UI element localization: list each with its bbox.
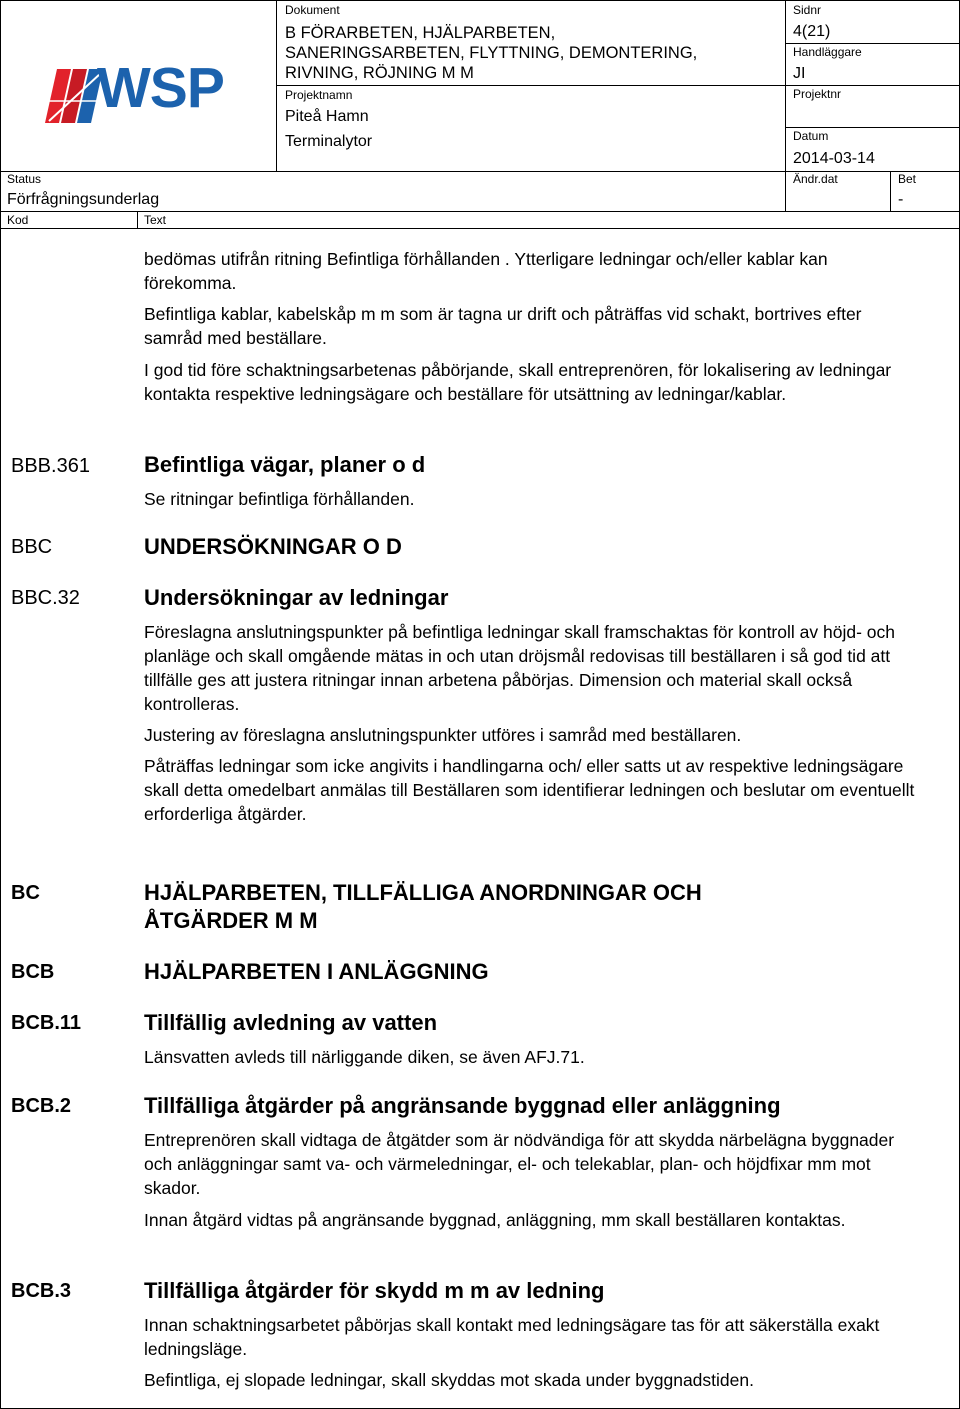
page-number-value: 4(21) xyxy=(793,23,831,40)
section-title-bcb: HJÄLPARBETEN I ANLÄGGNING xyxy=(144,959,489,984)
section-code-bbc32: BBC.32 xyxy=(11,587,80,609)
date-label: Datum xyxy=(793,129,829,143)
status-value: Förfrågningsunderlag xyxy=(7,191,160,208)
section-title-bcb11: Tillfällig avledning av vatten xyxy=(144,1010,438,1035)
paragraph-locate-lines: I god tid före schaktningsarbetenas påbörjande, skall entreprenören, för lokalisering av ledningar kontakta respektive ledningsägare och beställare för utsättning av ledningar/kablar. xyxy=(144,360,892,404)
kod-column-label: Kod xyxy=(7,213,29,227)
handler-value: JI xyxy=(793,65,806,82)
page-number-label: Sidnr xyxy=(793,3,822,17)
section-text-bcb2-1: Entreprenören skall vidtaga de åtgätder som är nödvändiga för att skydda närbelägna byggnader och anläggningar samt va- och värmeledningar, el- och telekablar, plan- och höjdfixar mm mot skador. xyxy=(144,1130,895,1198)
section-code-bc: BC xyxy=(11,882,40,904)
section-code-bcb2: BCB.2 xyxy=(11,1095,72,1117)
project-name-line-2: Terminalytor xyxy=(285,133,373,150)
section-text-bbb361: Se ritningar befintliga förhållanden. xyxy=(144,489,415,509)
section-code-bcb: BCB xyxy=(11,961,55,983)
section-title-bc: HJÄLPARBETEN, TILLFÄLLIGA ANORDNINGAR OCH ÅTGÄRDER M M xyxy=(144,880,702,933)
section-text-bcb2-2: Innan åtgärd vidtas på angränsande byggnad, anläggning, mm skall beställaren kontaktas. xyxy=(144,1210,846,1230)
bet-value: - xyxy=(898,191,904,208)
section-code-bcb11: BCB.11 xyxy=(11,1012,82,1034)
section-text-bcb3-1: Innan schaktningsarbetet påbörjas skall kontakt med ledningsägare tas för att säkerställa exakt ledningsläge. xyxy=(144,1315,880,1359)
section-text-bcb11: Länsvatten avleds till närliggande diken, se även AFJ.71. xyxy=(144,1047,585,1067)
document-title-line-1: B FÖRARBETEN, HJÄLPARBETEN, xyxy=(285,24,556,42)
text-column-label: Text xyxy=(144,213,167,227)
document-header xyxy=(1,1,959,229)
logo-text: WSP xyxy=(97,56,224,120)
section-code-bbc: BBC xyxy=(11,536,53,558)
section-title-bbc32: Undersökningar av ledningar xyxy=(144,585,449,610)
document-title-line-2: SANERINGSARBETEN, FLYTTNING, DEMONTERING, xyxy=(285,44,698,62)
document-label: Dokument xyxy=(285,3,340,17)
paragraph-removed-cables: Befintliga kablar, kabelskåp m m som är tagna ur drift och påträffas vid schakt, bortrives efter samråd med beställare. xyxy=(144,304,862,348)
section-title-bcb2: Tillfälliga åtgärder på angränsande byggnad eller anläggning xyxy=(144,1093,781,1118)
document-title-line-3: RIVNING, RÖJNING M M xyxy=(285,64,474,82)
section-title-bcb3: Tillfälliga åtgärder för skydd m m av ledning xyxy=(144,1278,605,1303)
project-number-label: Projektnr xyxy=(793,87,842,101)
handler-label: Handläggare xyxy=(793,45,862,59)
section-title-bbc: UNDERSÖKNINGAR O D xyxy=(144,534,402,559)
status-label: Status xyxy=(7,172,42,186)
section-text-bbc32-1: Föreslagna anslutningspunkter på befintliga ledningar skall framschaktas för kontroll av höjd- och planläge och skall omgående mätas in och utan dröjsmål redovisas till beställaren i så god tid att tillfälle ges att justera ritningar innan arbetena påbörjas. Dimension och material skall också kontrolleras. xyxy=(144,622,895,714)
section-code-bbb361: BBB.361 xyxy=(11,455,90,477)
section-text-bbc32-3: Påträffas ledningar som icke angivits i handlingarna och/ eller satts ut av respektive ledningsägare skall detta omedelbart anmälas till Beställaren som identifierar ledningen och beslutar om eventuellt erforderliga åtgärder. xyxy=(144,756,915,824)
section-code-bcb3: BCB.3 xyxy=(11,1280,72,1302)
project-name-line-1: Piteå Hamn xyxy=(285,108,369,125)
section-text-bcb3-2: Befintliga, ej slopade ledningar, skall skyddas mot skada under byggnadstiden. xyxy=(144,1370,754,1390)
changed-date-label: Ändr.dat xyxy=(793,172,838,186)
logo-mark-icon xyxy=(45,61,105,131)
bet-label: Bet xyxy=(898,172,917,186)
section-text-bbc32-2: Justering av föreslagna anslutningspunkter utföres i samråd med beställaren. xyxy=(144,725,742,745)
section-title-bbb361: Befintliga vägar, planer o d xyxy=(144,452,426,477)
project-name-label: Projektnamn xyxy=(285,88,353,102)
date-value: 2014-03-14 xyxy=(793,150,875,167)
paragraph-existing-lines: bedömas utifrån ritning Befintliga förhållanden . Ytterligare ledningar och/eller kablar kan förekomma. xyxy=(144,249,828,293)
